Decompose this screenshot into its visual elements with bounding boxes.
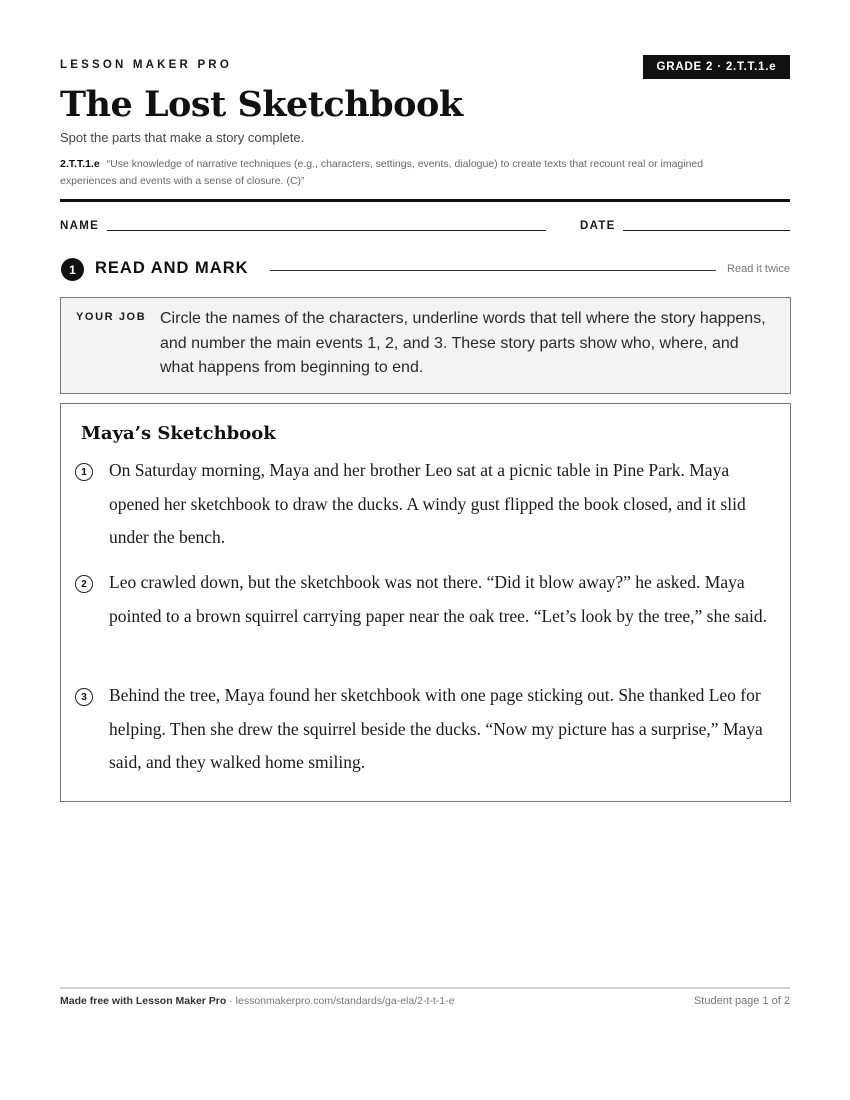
name-line[interactable] bbox=[107, 230, 546, 231]
worksheet-title: The Lost Sketchbook bbox=[60, 84, 463, 125]
section-title: READ AND MARK bbox=[95, 259, 249, 277]
standard-description bbox=[60, 156, 760, 190]
paragraph-text: Leo crawled down, but the sketchbook was not there. “Did it blow away?” he asked. Maya pointed to a brown squirrel carrying paper near the oak tree. “Let’s look by the tree,” she said. bbox=[109, 572, 767, 626]
paragraph-number-icon: 3 bbox=[75, 688, 93, 706]
footer-made-with: Made free with Lesson Maker Pro bbox=[60, 995, 227, 1007]
footer-credit bbox=[60, 995, 455, 1007]
story-box bbox=[60, 403, 791, 802]
paragraph-text: On Saturday morning, Maya and her brother Leo sat at a picnic table in Pine Park. Maya opened her sketchbook to draw the ducks. A windy gust flipped the book closed, and it slid under the bench. bbox=[109, 460, 746, 547]
standard-text: “Use knowledge of narrative techniques (e.g., characters, settings, events, dialogue) to create texts that recount real or imagined experiences and events with a sense of closure. (C)” bbox=[60, 158, 704, 187]
footer-page-number: Student page 1 of 2 bbox=[693, 995, 790, 1007]
instructions-box bbox=[60, 297, 791, 394]
instructions-label: YOUR JOB bbox=[76, 311, 147, 323]
worksheet-subtitle: Spot the parts that make a story complete. bbox=[60, 130, 305, 145]
footer-divider bbox=[60, 987, 790, 989]
section-number-badge: 1 bbox=[61, 258, 84, 281]
grade-badge: GRADE 2 · 2.T.T.1.e bbox=[643, 55, 790, 79]
section-note: Read it twice bbox=[727, 263, 790, 275]
footer-url[interactable]: · lessonmakerpro.com/standards/ga-ela/2-t-t-1-e bbox=[226, 995, 455, 1007]
paragraph-text: Behind the tree, Maya found her sketchbook with one page sticking out. She thanked Leo for helping. Then she drew the squirrel beside the ducks. “Now my picture has a surprise,” Maya said, and they walked home smiling. bbox=[109, 685, 763, 772]
header-divider bbox=[60, 199, 790, 202]
name-label: NAME bbox=[60, 220, 100, 232]
story-title: Maya’s Sketchbook bbox=[81, 423, 276, 444]
standard-code: 2.T.T.1.e bbox=[60, 158, 100, 170]
date-line[interactable] bbox=[623, 230, 790, 231]
paragraph-number-icon: 1 bbox=[75, 463, 93, 481]
section-divider bbox=[270, 270, 716, 271]
instructions-text: Circle the names of the characters, underline words that tell where the story happens, and number the main events 1, 2, and 3. These story parts show who, where, and what happens from beginning to end. bbox=[160, 310, 766, 376]
paragraph-number-icon: 2 bbox=[75, 575, 93, 593]
brand-name: LESSON MAKER PRO bbox=[60, 59, 232, 71]
date-label: DATE bbox=[580, 220, 616, 232]
